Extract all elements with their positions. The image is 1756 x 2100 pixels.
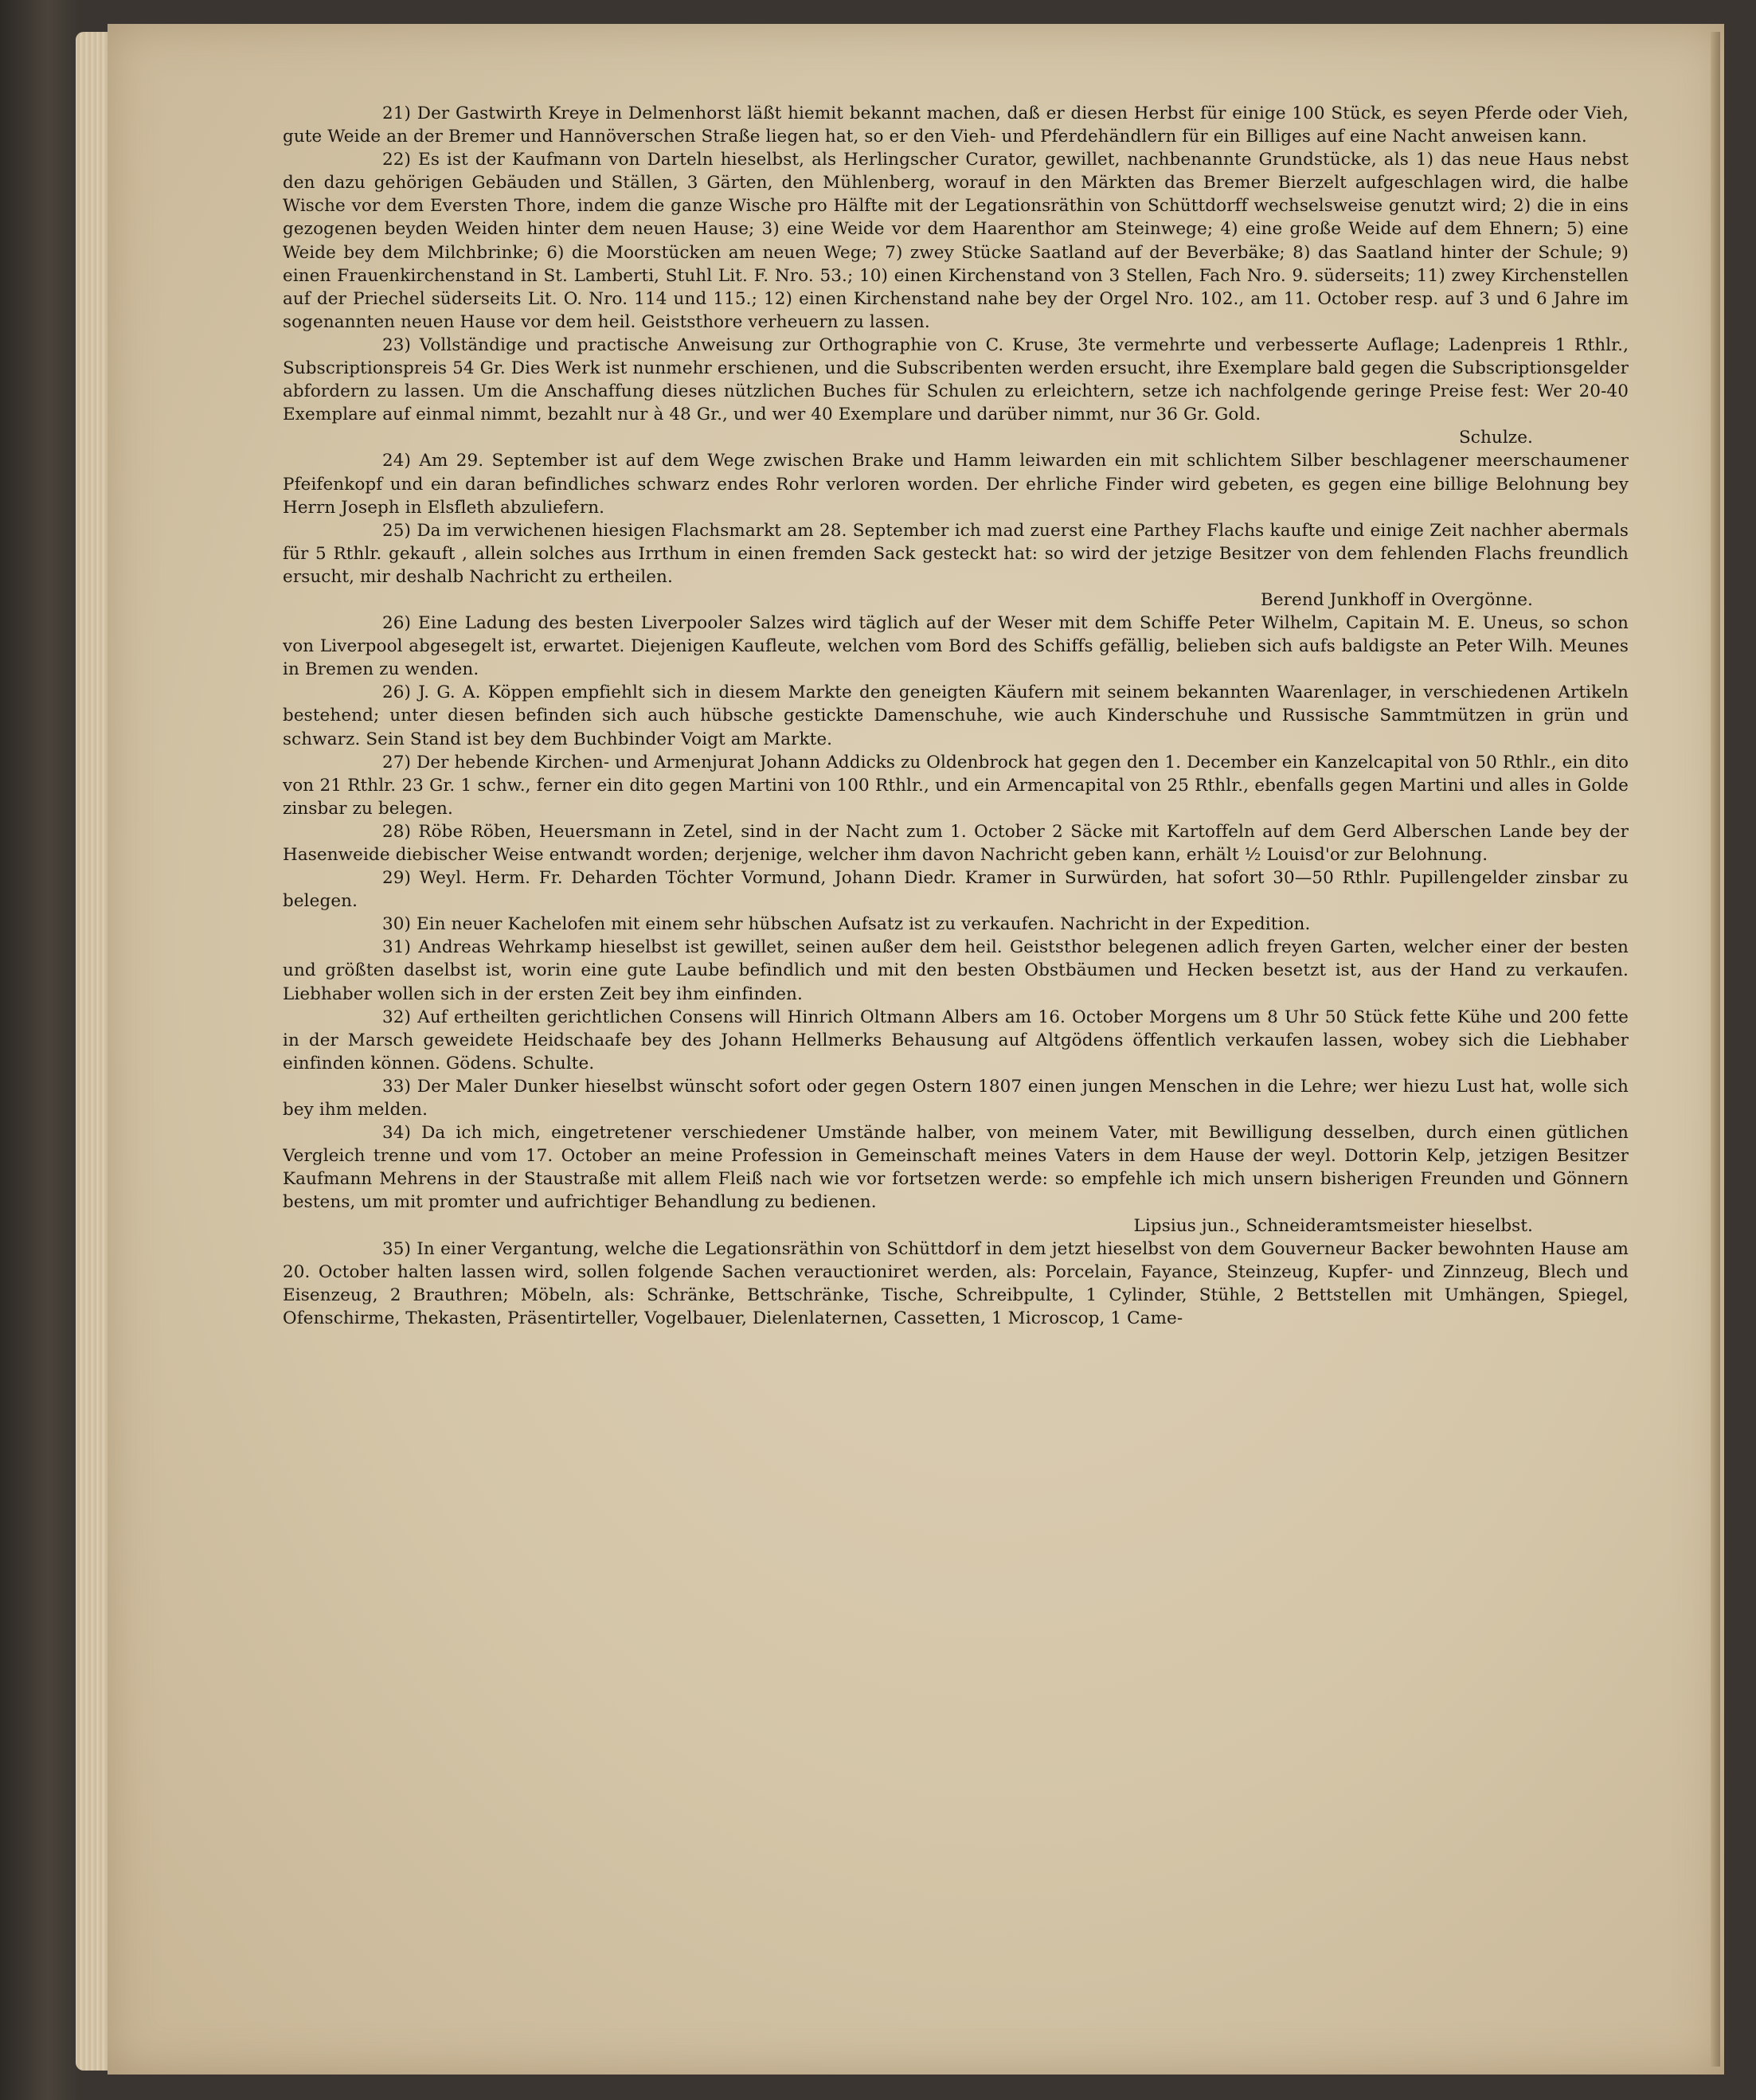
notice-text: 23) Vollständige und practische Anweisung zur Orthographie von C. Kruse, 3te vermehrte und verbesserte Auflage; Ladenpreis 1 Rthlr., Subscriptionspreis 54 Gr. Dies Werk ist nunmehr erschienen, und die Subscribenten werden ersucht, ihre Exemplare bald gegen die Subscriptionsgelder abfordern zu lassen. Um die Anschaffung dieses nützlichen Buches für Schulen zu erleichtern, setze ich nachfolgende geringe Preise fest: Wer 20-40 Exemplare auf einmal nimmt, bezahlt nur à 48 Gr., und wer 40 Exemplare und darüber nimmt, nur 36 Gr. Gold. — [283, 334, 1629, 425]
notice-text: 34) Da ich mich, eingetretener verschiedener Umstände halber, von meinem Vater, mit Bewilligung desselben, durch einen gütlichen Vergleich trenne und vom 17. October an meine Profession in Gemeinschaft meines Vaters in dem Hause der weyl. Dottorin Kelp, jetzigen Besitzer Kaufmann Mehrens in der Staustraße mit allem Fleiß nach wie vor fortsetzen werde: so empfehle ich mich unsern bisherigen Freunden und Gönnern bestens, um mit promter und aufrichtiger Behandlung zu bedienen. — [283, 1123, 1629, 1213]
notice-signature: Lipsius jun., Schneideramtsmeister hieselbst. — [1133, 1215, 1533, 1236]
notice-text: 28) Röbe Röben, Heuersmann in Zetel, sind in der Nacht zum 1. October 2 Säcke mit Kartoffeln auf dem Gerd Alberschen Lande bey der Hasenweide diebischer Weise entwandt worden; derjenige, welcher ihm davon Nachricht geben kann, erhält ½ Louisd'or zur Belohnung. — [283, 821, 1629, 865]
notice-30 — [283, 913, 1629, 936]
notice-25 — [283, 519, 1629, 612]
notice-signature: Schulze. — [1458, 428, 1533, 448]
notice-34 — [283, 1121, 1629, 1237]
notice-signature: Schulte. — [522, 1053, 595, 1073]
notice-26b — [283, 681, 1629, 750]
notice-text: 26) Eine Ladung des besten Liverpooler Salzes wird täglich auf der Weser mit dem Schiffe Peter Wilhelm, Capitain M. E. Uneus, so schon von Liverpool abgesegelt ist, erwartet. Diejenigen Kaufleute, welchen vom Bord des Schiffs gefällig, belieben sich aufs baldigste an Peter Wilh. Meunes in Bremen zu wenden. — [283, 613, 1629, 680]
notice-28 — [283, 820, 1629, 866]
notice-text: 24) Am 29. September ist auf dem Wege zwischen Brake und Hamm leiwarden ein mit schlichtem Silber beschlagener meerschaumener Pfeifenkopf und ein daran befindliches schwarz endes Rohr verloren worden. Der ehrliche Finder wird gebeten, es gegen eine billige Belohnung bey Herrn Joseph in Elsfleth abzuliefern. — [283, 451, 1629, 518]
notice-signature: Berend Junkhoff in Overgönne. — [1260, 589, 1533, 610]
notice-text: 33) Der Maler Dunker hieselbst wünscht sofort oder gegen Ostern 1807 einen jungen Menschen in die Lehre; wer hiezu Lust hat, wolle sich bey ihm melden. — [283, 1076, 1629, 1120]
advertisement-column — [283, 102, 1629, 2029]
notice-33 — [283, 1075, 1629, 1121]
notice-text: 27) Der hebende Kirchen- und Armenjurat Johann Addicks zu Oldenbrock hat gegen den 1. December ein Kanzelcapital von 50 Rthlr., ein dito von 21 Rthlr. 23 Gr. 1 schw., ferner ein dito gegen Martini von 100 Rthlr., und ein Armencapital von 25 Rthlr., ebenfalls gegen Martini und alles in Golde zinsbar zu belegen. — [283, 752, 1629, 819]
notice-text: 29) Weyl. Herm. Fr. Deharden Töchter Vormund, Johann Diedr. Kramer in Surwürden, hat sofort 30—50 Rthlr. Pupillengelder zinsbar zu belegen. — [283, 868, 1629, 912]
page-gutter — [1711, 32, 1720, 2067]
notice-text: 31) Andreas Wehrkamp hieselbst ist gewillet, seinen außer dem heil. Geiststhor belegenen adlich freyen Garten, welcher einer der besten und größten daselbst ist, worin eine gute Laube befindlich und mit den besten Obstbäumen und Hecken besetzt ist, aus der Hand zu verkaufen. Liebhaber wollen sich in der ersten Zeit bey ihm einfinden. — [283, 937, 1629, 1004]
notice-35 — [283, 1238, 1629, 1330]
notice-text: 30) Ein neuer Kachelofen mit einem sehr hübschen Aufsatz ist zu verkaufen. Nachricht in der Expedition. — [382, 914, 1311, 935]
notice-27 — [283, 751, 1629, 820]
notice-text: 26) J. G. A. Köppen empfiehlt sich in diesem Markte den geneigten Käufern mit seinem bekannten Waarenlager, in verschiedenen Artikeln bestehend; unter diesen befinden sich auch hübsche gestickte Damenschuhe, wie auch Kinderschuhe und Russische Sammtmützen in grün und schwarz. Sein Stand ist bey dem Buchbinder Voigt am Markte. — [283, 682, 1629, 749]
notice-21 — [283, 102, 1629, 148]
notice-31 — [283, 936, 1629, 1005]
notice-text: 25) Da im verwichenen hiesigen Flachsmarkt am 28. September ich mad zuerst eine Parthey Flachs kaufte und einige Zeit nachher abermals für 5 Rthlr. gekauft , allein solches aus Irrthum in einen fremden Sack gesteckt hat: so wird der jetzige Besitzer von dem fehlenden Flachs freundlich ersucht, mir deshalb Nachricht zu ertheilen. — [283, 520, 1629, 587]
notice-26a — [283, 612, 1629, 681]
notice-32 — [283, 1006, 1629, 1075]
notice-22 — [283, 148, 1629, 334]
notice-29 — [283, 866, 1629, 913]
notice-23 — [283, 334, 1629, 449]
notice-text: 32) Auf ertheilten gerichtlichen Consens will Hinrich Oltmann Albers am 16. October Morgens um 8 Uhr 50 Stück fette Kühe und 200 fette in der Marsch geweidete Heidschaafe bey des Johann Hellmerks Behausung auf Altgödens öffentlich verkaufen lassen, wobey sich die Liebhaber einfinden können. Gödens. — [283, 1007, 1629, 1073]
notice-text: 22) Es ist der Kaufmann von Darteln hieselbst, als Herlingscher Curator, gewillet, nachbenannte Grundstücke, als 1) das neue Haus nebst den dazu gehörigen Gebäuden und Ställen, 3 Gärten, den Mühlenberg, worauf in den Märkten das Bremer Bierzelt aufgeschlagen wird, die halbe Wische vor dem Eversten Thore, indem die ganze Wische pro Hälfte mit der Legationsräthin von Schüttdorff wechselsweise genutzt wird; 2) die in eins gezogenen beyden Weiden hinter dem neuen Hause; 3) eine Weide vor dem Haarenthor am Steinwege; 4) eine große Weide auf dem Ehnern; 5) eine Weide bey dem Milchbrinke; 6) die Moorstücken am neuen Wege; 7) zwey Stücke Saatland auf der Beverbäke; 8) das Saatland hinter der Schule; 9) einen Frauenkirchenstand in St. Lamberti, Stuhl Lit. F. Nro. 53.; 10) einen Kirchenstand von 3 Stellen, Fach Nro. 9. süderseits; 11) zwey Kirchenstellen auf der Priechel süderseits Lit. O. Nro. 114 und 115.; 12) einen Kirchenstand nahe bey der Orgel Nro. 102., am 11. October resp. auf 3 und 6 Jahre im sogenannten neuen Hause vor dem heil. Geiststhore verheuern zu lassen. — [283, 150, 1629, 332]
notice-text: 35) In einer Vergantung, welche die Legationsräthin von Schüttdorf in dem jetzt hieselbst von dem Gouverneur Backer bewohnten Hause am 20. October halten lassen wird, sollen folgende Sachen verauctioniret werden, als: Porcelain, Fayance, Steinzeug, Kupfer- und Zinnzeug, Blech und Eisenzeug, 2 Brauthren; Möbeln, als: Schränke, Bettschränke, Tische, Schreibpulte, 1 Cylinder, Stühle, 2 Bettstellen mit Umhängen, Spiegel, Ofenschirme, Thekasten, Präsentirteller, Vogelbauer, Dielenlaternen, Cassetten, 1 Microscop, 1 Came- — [283, 1238, 1629, 1328]
notice-text: 21) Der Gastwirth Kreye in Delmenhorst läßt hiemit bekannt machen, daß er diesen Herbst für einige 100 Stück, es seyen Pferde oder Vieh, gute Weide an der Bremer und Hannöverschen Straße liegen hat, so er den Vieh- und Pferdehändlern für ein Billiges auf eine Nacht anweisen kann. — [283, 104, 1629, 147]
notice-24 — [283, 449, 1629, 518]
